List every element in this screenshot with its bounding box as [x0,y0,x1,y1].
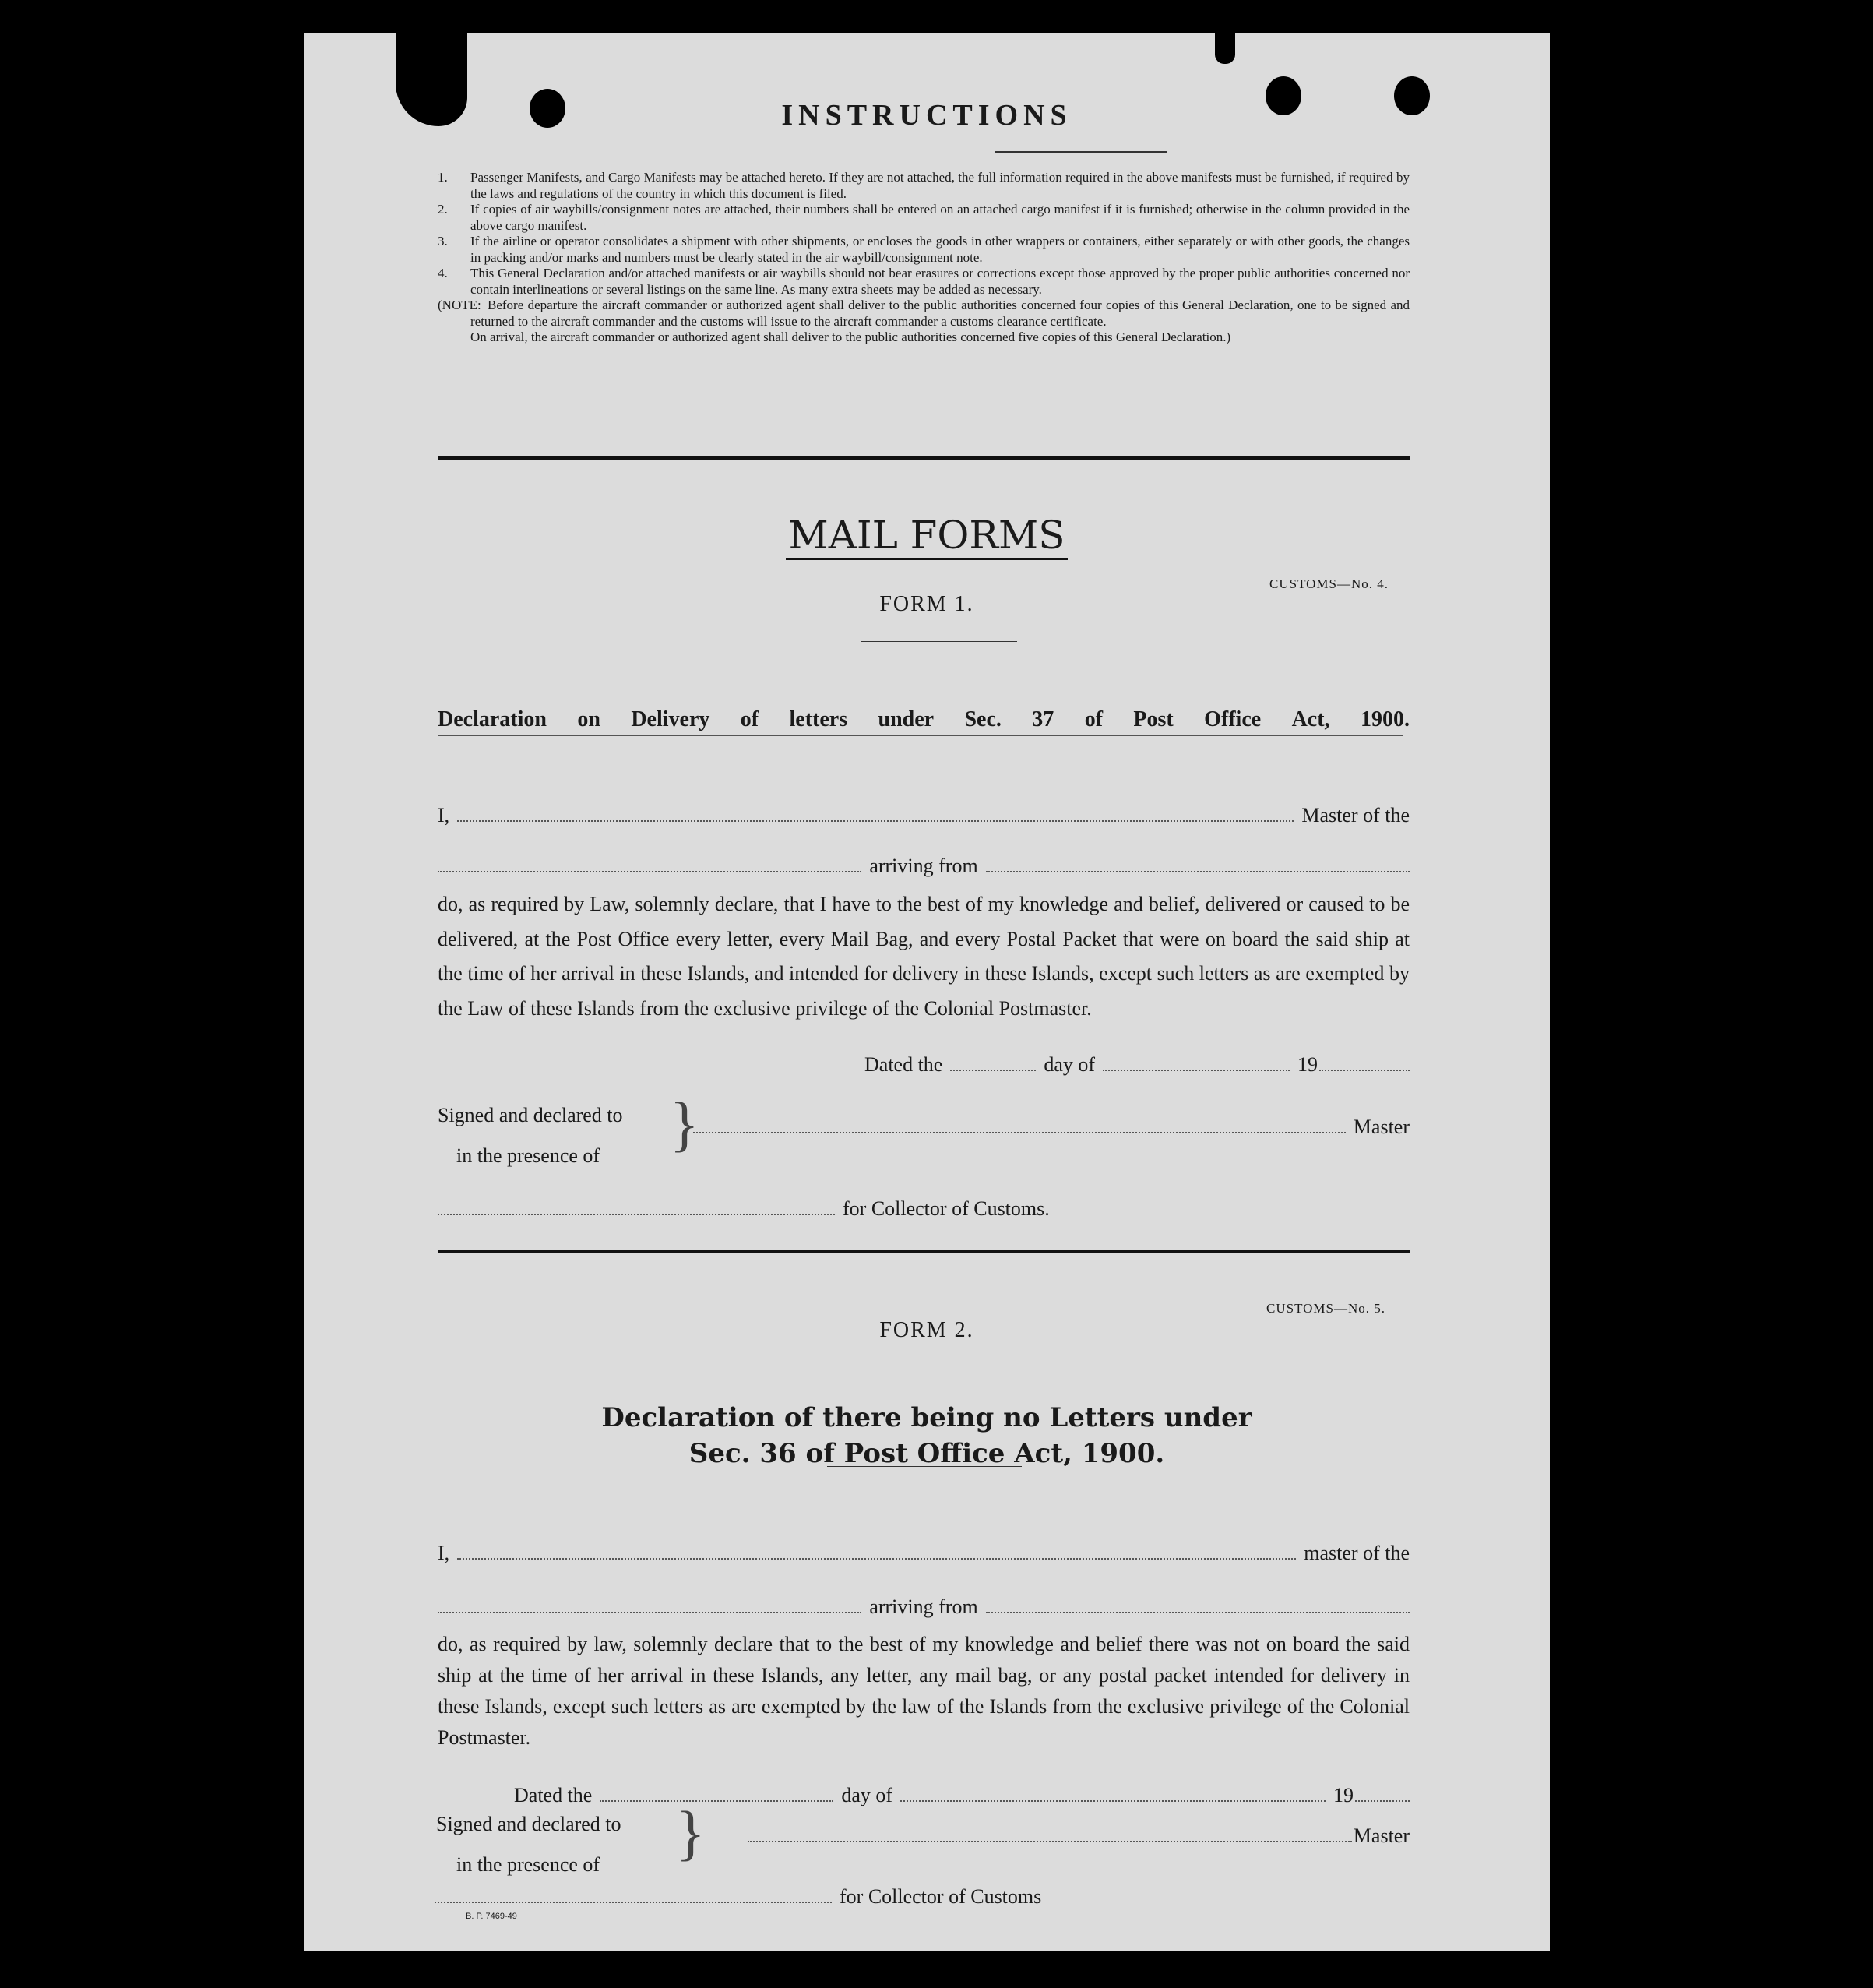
form2-master-line: I, master of the [438,1542,1410,1564]
ship-name-field[interactable] [438,870,861,872]
arriving-from-field[interactable] [986,870,1410,872]
form2-label: FORM 2. [879,1318,974,1342]
form1-label-underline [861,641,1017,642]
master-name-field[interactable] [457,1557,1296,1560]
master-signature-field[interactable] [748,1840,1352,1842]
paper-tear-top [1215,33,1235,64]
master-name-field[interactable] [457,820,1294,822]
form1-signed-label: Signed and declared to in the presence of [438,1104,623,1167]
instructions-list [438,170,1410,346]
form1-label: FORM 1. [879,592,974,616]
form2-title-underline [827,1466,1022,1467]
instruction-note: (NOTE: Before departure the aircraft commander or authorized agent shall deliver to the public authorities concerned four copies of this General Declaration, one to be signed and returned to the aircraft commander and the customs will issue to the aircraft commander a customs clearance certificate. [438,298,1410,329]
form1-arriving-line: arriving from [438,855,1410,878]
form2-collector-line: for Collector of Customs [435,1885,1058,1909]
form1-brace: } [670,1090,699,1158]
collector-signature-field[interactable] [438,1213,835,1215]
section-divider [438,456,1410,460]
instructions-title: INSTRUCTIONS [781,99,1072,132]
form2-brace: } [676,1799,706,1866]
date-month-field[interactable] [900,1799,1326,1802]
form1-master-line: I, Master of the [438,804,1410,827]
date-month-field[interactable] [1103,1069,1290,1071]
instructions-underline [995,151,1167,153]
date-year-field[interactable] [1319,1069,1410,1071]
instruction-item: 4. This General Declaration and/or attached manifests or air waybills should not bear erasures or corrections except those approved by the proper public authorities concerned nor contain interlineations or several listings on the same line. As many extra sheets may be added as necessary. [438,266,1410,297]
form1-collector-line: for Collector of Customs. [438,1197,1092,1221]
form2-master-signature-line: Master [748,1824,1410,1848]
form1-customs-number: CUSTOMS—No. 4. [1269,576,1389,591]
instruction-item: 1. Passenger Manifests, and Cargo Manifests may be attached hereto. If they are not attached, the full information required in the above manifests must be furnished, if required by the laws and regulations of the country in which this document is filed. [438,170,1410,201]
form2-declaration-title: Declaration of there being no Letters under Sec. 36 of Post Office Act, 1900. [601,1402,1252,1469]
form1-declaration-title: Declaration on Delivery of letters under Sec. 37 of Post Office Act, 1900. [438,707,1410,731]
ship-name-field[interactable] [438,1611,861,1613]
print-code: B. P. 7469-49 [466,1912,517,1921]
date-day-field[interactable] [600,1799,833,1802]
form2-dated-line: Dated the day of 19 [514,1784,1410,1807]
form1-title-rule [438,735,1403,736]
form2-arriving-line: arriving from [438,1595,1410,1619]
date-year-field[interactable] [1355,1799,1410,1802]
form1-dated-line: Dated the day of 19 [864,1053,1410,1077]
form1-master-signature-line: Master [693,1116,1410,1139]
instruction-item: 3. If the airline or operator consolidates a shipment with other shipments, or encloses the goods in other wrappers or containers, either separately or with other goods, the changes in packing and/or marks and numbers must be clearly stated in the air waybill/consignment note. [438,234,1410,265]
form2-signed-label: Signed and declared to in the presence of [436,1813,621,1876]
form2-body: do, as required by law, solemnly declare that to the best of my knowledge and belief there was not on board the said ship at the time of her arrival in these Islands, any letter, any mail bag, or any postal packet intended for delivery in these Islands, except such letters as are exempted by the law of the Islands from the exclusive privilege of the Colonial Postmaster. [438,1633,1410,1749]
form2-customs-number: CUSTOMS—No. 5. [1266,1301,1386,1316]
form1-body: do, as required by Law, solemnly declare, that I have to the best of my knowledge and belief, delivered or caused to be delivered, at the Post Office every letter, every Mail Bag, and every Postal Packet that were on board the said ship at the time of her arrival in these Islands, and intended for delivery in these Islands, except such letters as are exempted by the Law of these Islands from the exclusive privilege of the Colonial Postmaster. [438,893,1410,1020]
document-page [304,33,1550,1951]
mail-forms-title: MAIL FORMS [304,513,1550,558]
master-signature-field[interactable] [693,1131,1346,1133]
date-day-field[interactable] [950,1069,1036,1071]
collector-signature-field[interactable] [435,1901,832,1903]
instruction-item: 2. If copies of air waybills/consignment notes are attached, their numbers shall be entered on an attached cargo manifest if it is furnished; otherwise in the column provided in the above cargo manifest. [438,202,1410,233]
arriving-from-field[interactable] [986,1611,1410,1613]
instruction-note-arrival: On arrival, the aircraft commander or authorized agent shall deliver to the public authorities concerned five copies of this General Declaration.) [470,330,1231,344]
form-divider [438,1250,1410,1253]
